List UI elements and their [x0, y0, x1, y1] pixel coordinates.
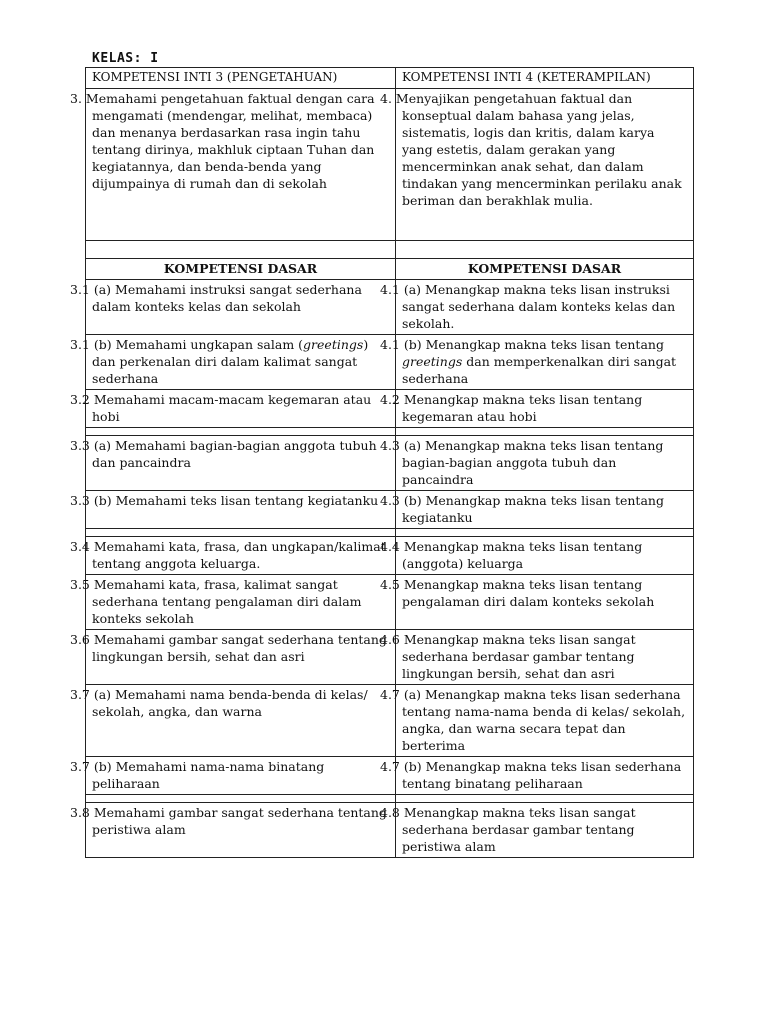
table-row	[86, 757, 694, 795]
table-row	[86, 537, 694, 575]
ki4-text: 4. Menyajikan pengetahuan faktual dan konseptual dalam bahasa yang jelas, sistematis, logis dan kritis, dalam karya yang estetis, dalam gerakan yang mencerminkan anak sehat, dan dalam tindakan yang mencerminkan perilaku anak beriman dan berakhlak mulia.	[396, 89, 694, 241]
kd-right: 4.5 Menangkap makna teks lisan tentang pengalaman diri dalam konteks sekolah	[396, 575, 694, 630]
core-row	[86, 89, 694, 241]
kd-left: 3.1 (a) Memahami instruksi sangat sederhana dalam konteks kelas dan sekolah	[86, 280, 396, 335]
kd-right: 4.1 (b) Menangkap makna teks lisan tentang greetings dan memperkenalkan diri sangat sederhana	[396, 335, 694, 390]
kd-left: 3.4 Memahami kata, frasa, dan ungkapan/kalimat tentang anggota keluarga.	[86, 537, 396, 575]
kd-left: 3.7 (a) Memahami nama benda-benda di kelas/ sekolah, angka, dan warna	[86, 685, 396, 757]
kd-right: 4.4 Menangkap makna teks lisan tentang (anggota) keluarga	[396, 537, 694, 575]
core-header-row	[86, 68, 694, 89]
table-row	[86, 390, 694, 428]
kd-left: 3.2 Memahami macam-macam kegemaran atau hobi	[86, 390, 396, 428]
row-gap	[86, 428, 694, 436]
kd-left: 3.5 Memahami kata, frasa, kalimat sangat sederhana tentang pengalaman diri dalam konteks sekolah	[86, 575, 396, 630]
kd-left: 3.1 (b) Memahami ungkapan salam (greetings) dan perkenalan diri dalam kalimat sangat sederhana	[86, 335, 396, 390]
competency-table	[70, 67, 694, 858]
table-row	[86, 575, 694, 630]
kd-right: 4.6 Menangkap makna teks lisan sangat sederhana berdasar gambar tentang lingkungan bersih, sehat dan asri	[396, 630, 694, 685]
kd-right: 4.7 (b) Menangkap makna teks lisan sederhana tentang binatang peliharaan	[396, 757, 694, 795]
kd-left: 3.6 Memahami gambar sangat sederhana tentang lingkungan bersih, sehat dan asri	[86, 630, 396, 685]
table-row	[86, 436, 694, 491]
kd-header-left: KOMPETENSI DASAR	[86, 259, 396, 280]
row-gap	[86, 795, 694, 803]
kd-right: 4.1 (a) Menangkap makna teks lisan instruksi sangat sederhana dalam konteks kelas dan sekolah.	[396, 280, 694, 335]
ki3-text: 3. Memahami pengetahuan faktual dengan cara mengamati (mendengar, melihat, membaca) dan menanya berdasarkan rasa ingin tahu tentang dirinya, makhluk ciptaan Tuhan dan kegiatannya, dan benda-benda yang dijumpainya di rumah dan di sekolah	[86, 89, 396, 241]
kd-right: 4.3 (a) Menangkap makna teks lisan tentang bagian-bagian anggota tubuh dan pancaindra	[396, 436, 694, 491]
table-row	[86, 803, 694, 858]
spacer-row	[86, 241, 694, 259]
kd-header-row	[86, 259, 694, 280]
row-gap	[86, 529, 694, 537]
kd-right: 4.2 Menangkap makna teks lisan tentang kegemaran atau hobi	[396, 390, 694, 428]
table-row	[86, 685, 694, 757]
class-label: KELAS: I	[92, 51, 159, 66]
ki3-header: KOMPETENSI INTI 3 (PENGETAHUAN)	[86, 68, 396, 89]
kd-right: 4.8 Menangkap makna teks lisan sangat sederhana berdasar gambar tentang peristiwa alam	[396, 803, 694, 858]
table-row	[86, 280, 694, 335]
kd-right: 4.7 (a) Menangkap makna teks lisan sederhana tentang nama-nama benda di kelas/ sekolah, angka, dan warna secara tepat dan berterima	[396, 685, 694, 757]
kd-left: 3.8 Memahami gambar sangat sederhana tentang peristiwa alam	[86, 803, 396, 858]
kd-left: 3.3 (a) Memahami bagian-bagian anggota tubuh dan pancaindra	[86, 436, 396, 491]
table-row	[86, 630, 694, 685]
kd-header-right: KOMPETENSI DASAR	[396, 259, 694, 280]
table-row	[86, 335, 694, 390]
kd-right: 4.3 (b) Menangkap makna teks lisan tentang kegiatanku	[396, 491, 694, 529]
kd-left: 3.3 (b) Memahami teks lisan tentang kegiatanku	[86, 491, 396, 529]
ki4-header: KOMPETENSI INTI 4 (KETERAMPILAN)	[396, 68, 694, 89]
table-row	[86, 491, 694, 529]
kd-left: 3.7 (b) Memahami nama-nama binatang peliharaan	[86, 757, 396, 795]
